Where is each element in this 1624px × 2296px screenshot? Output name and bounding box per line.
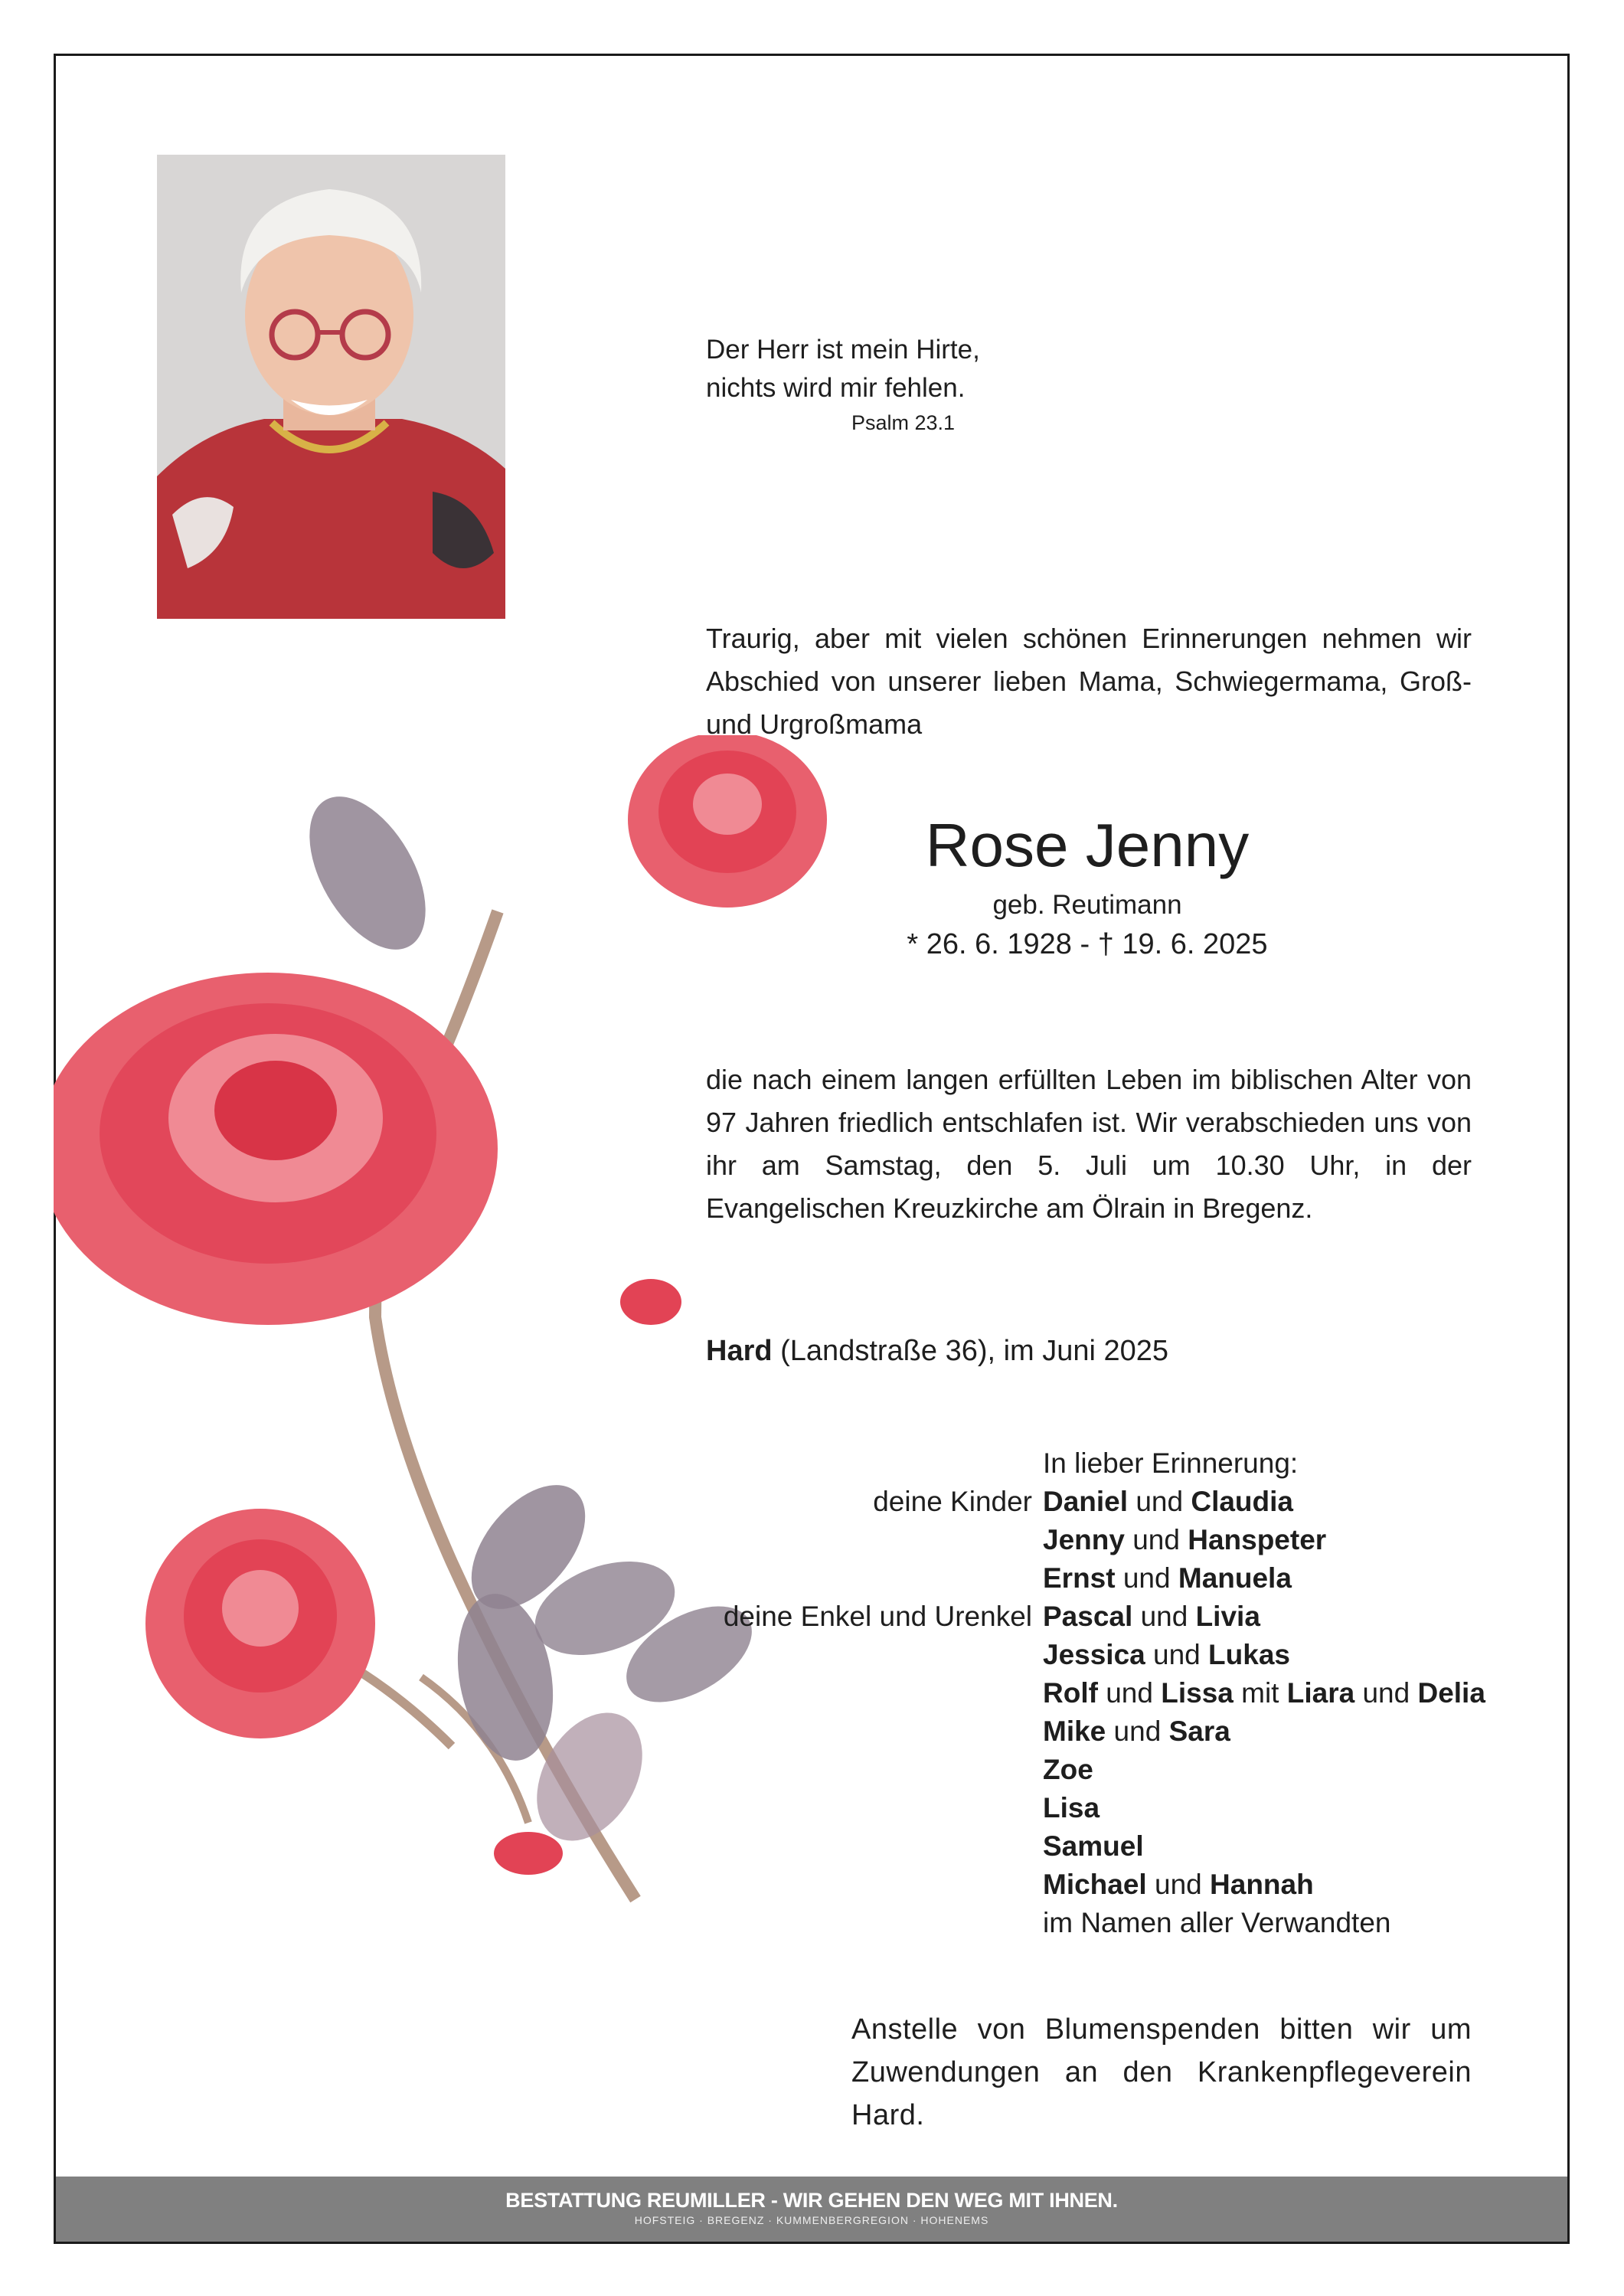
- connector: und: [1140, 1601, 1188, 1632]
- mourner-name: Ernst: [1043, 1562, 1116, 1594]
- place-and-date: [706, 1330, 1168, 1372]
- mourner-name: Hannah: [1210, 1869, 1314, 1900]
- mourner-name: Mike: [1043, 1715, 1106, 1747]
- children-label: deine Kinder: [873, 1486, 1032, 1517]
- mourners-heading-text: In lieber Erinnerung:: [1043, 1447, 1299, 1479]
- connector: und: [1155, 1869, 1202, 1900]
- mourner-name: Jessica: [1043, 1639, 1145, 1670]
- mourner-name: Rolf: [1043, 1677, 1098, 1709]
- psalm-line-1: Der Herr ist mein Hirte,: [706, 335, 980, 365]
- mourner-name: Claudia: [1191, 1486, 1293, 1517]
- connector: mit: [1241, 1677, 1279, 1709]
- connector: und: [1113, 1715, 1162, 1747]
- list-item: [1043, 1789, 1485, 1827]
- intro-text: Traurig, aber mit vielen schönen Erinnerungen nehmen wir Abschied von unserer lieben Mama, Schwiegermama, Groß- und Urgroßmama: [706, 623, 1472, 740]
- footer-slogan: BESTATTUNG REUMILLER - WIR GEHEN DEN WEG MIT IHNEN.: [505, 2189, 1118, 2212]
- mourners-list: [723, 1444, 1485, 1942]
- mourners-closing: [1043, 1904, 1485, 1942]
- deceased-name: Rose Jenny: [925, 811, 1250, 879]
- mourner-name: Lisa: [1043, 1792, 1100, 1823]
- footer-banner: [56, 2177, 1567, 2242]
- connector: und: [1106, 1677, 1153, 1709]
- mourner-name: Manuela: [1178, 1562, 1292, 1594]
- psalm-quote: [706, 331, 980, 438]
- footer-locations: HOFSTEIG · BREGENZ · KUMMENBERGREGION · HOHENEMS: [634, 2214, 989, 2226]
- place-town: Hard: [706, 1335, 773, 1367]
- connector: und: [1122, 1562, 1171, 1594]
- mourner-name: Delia: [1417, 1677, 1485, 1709]
- list-item: [1043, 1521, 1485, 1559]
- connector: und: [1135, 1486, 1184, 1517]
- mourner-name: Hanspeter: [1188, 1524, 1327, 1555]
- deceased-block: [850, 806, 1325, 963]
- connector: und: [1153, 1639, 1201, 1670]
- list-item: [1043, 1559, 1485, 1598]
- mourner-name: Livia: [1195, 1601, 1260, 1632]
- mourners-closing-text: im Namen aller Verwandten: [1043, 1907, 1391, 1938]
- mourner-name: Michael: [1043, 1869, 1147, 1900]
- list-item: [1043, 1712, 1485, 1751]
- mourner-name: Samuel: [1043, 1830, 1144, 1862]
- mourner-name: Lissa: [1161, 1677, 1234, 1709]
- list-item: [1043, 1636, 1485, 1674]
- mourner-name: Jenny: [1043, 1524, 1125, 1555]
- life-dates: * 26. 6. 1928 - † 19. 6. 2025: [907, 928, 1268, 960]
- maiden-name: geb. Reutimann: [992, 890, 1182, 920]
- mourner-name: Liara: [1286, 1677, 1355, 1709]
- mourner-name: Sara: [1168, 1715, 1230, 1747]
- list-item: [1043, 1674, 1485, 1712]
- grandchildren-label: deine Enkel und Urenkel: [723, 1601, 1032, 1632]
- rose-illustration: [54, 735, 850, 2022]
- list-item: [1043, 1866, 1485, 1904]
- list-item: [723, 1598, 1485, 1636]
- mourner-name: Zoe: [1043, 1754, 1093, 1785]
- portrait-photo: [157, 155, 505, 619]
- list-item: [873, 1483, 1485, 1521]
- mourner-name: Daniel: [1043, 1486, 1129, 1517]
- mourner-name: Pascal: [1043, 1601, 1133, 1632]
- funeral-details: die nach einem langen erfüllten Leben im biblischen Alter von 97 Jahren friedlich entschlafen ist. Wir verabschieden uns von ihr am Samstag, den 5. Juli um 10.30 Uhr, in der Evangelischen Kreuzkirche am Ölrain in Bregenz.: [706, 1064, 1472, 1224]
- connector: und: [1132, 1524, 1180, 1555]
- donation-note: Anstelle von Blumenspenden bitten wir um Zuwendungen an den Krankenpflegeverein Hard.: [851, 2013, 1472, 2131]
- psalm-reference: Psalm 23.1: [851, 411, 956, 434]
- mourner-name: Lukas: [1208, 1639, 1290, 1670]
- connector: und: [1362, 1677, 1410, 1709]
- list-item: [1043, 1827, 1485, 1866]
- mourners-heading: [1043, 1444, 1485, 1483]
- list-item: [1043, 1751, 1485, 1789]
- psalm-line-2: nichts wird mir fehlen.: [706, 373, 966, 403]
- place-rest: (Landstraße 36), im Juni 2025: [772, 1335, 1169, 1367]
